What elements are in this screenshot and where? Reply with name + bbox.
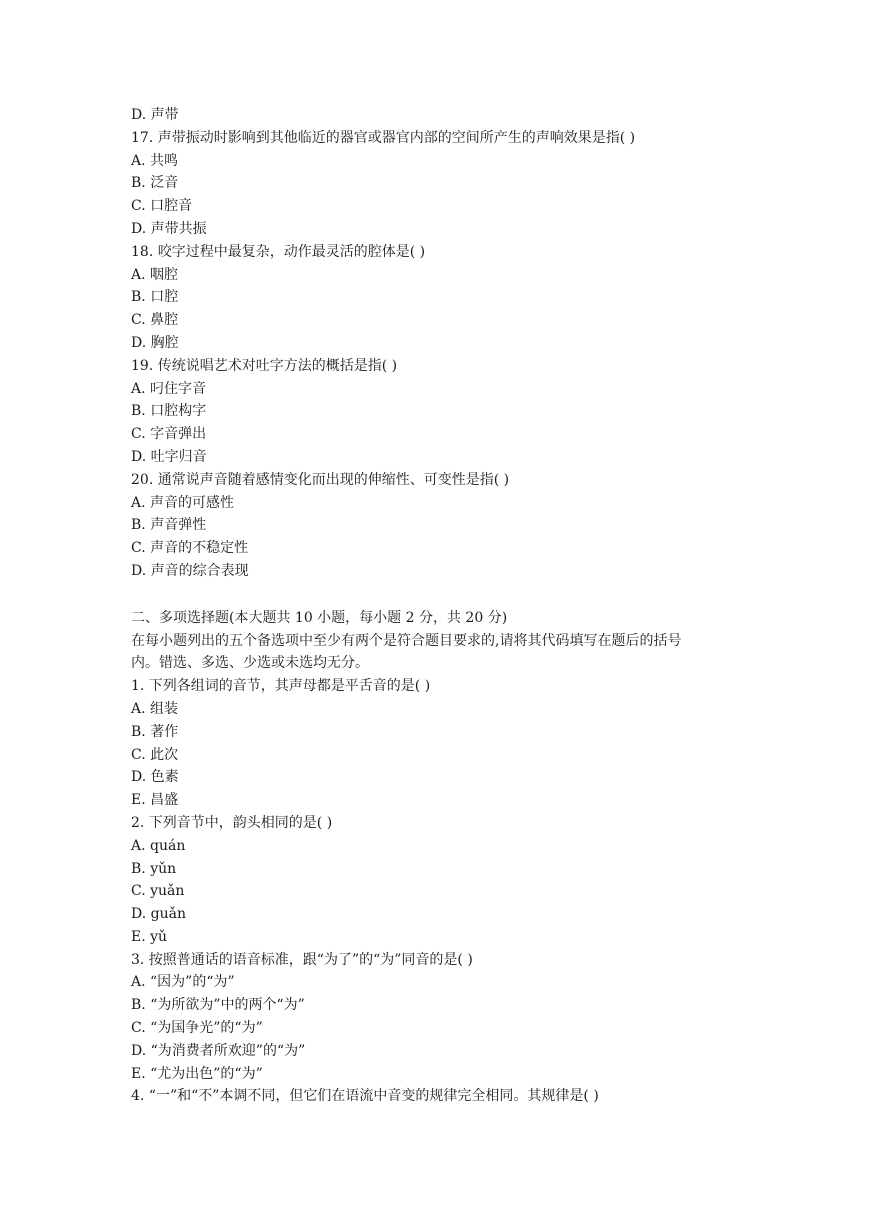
answer-option: E. “尤为出色”的“为” (131, 1065, 263, 1082)
question-stem: 18. 咬字过程中最复杂，动作最灵活的腔体是( ) (131, 243, 426, 260)
answer-option: E. yǔ (131, 928, 168, 945)
section-gap (131, 583, 751, 607)
answer-option: A. 共鸣 (131, 152, 179, 169)
answer-option: C. 字音弹出 (131, 426, 207, 443)
answer-option: B. 口腔 (131, 289, 179, 306)
answer-option: D. 吐字归音 (131, 448, 207, 465)
single-choice-continuation (131, 104, 751, 583)
answer-option: D. 声带共振 (131, 220, 207, 237)
section-instructions-line-1: 在每小题列出的五个备选项中至少有两个是符合题目要求的,请将其代码填写在题后的括号 (131, 632, 682, 649)
answer-option: A. 组装 (131, 700, 179, 717)
answer-option: B. 声音弹性 (131, 517, 207, 534)
question-stem: 2. 下列音节中，韵头相同的是( ) (131, 814, 333, 831)
answer-option: C. yuǎn (131, 883, 185, 900)
answer-option: E. 昌盛 (131, 792, 179, 809)
question-stem: 4. “一”和“不”本调不同，但它们在语流中音变的规律完全相同。其规律是( ) (131, 1088, 599, 1105)
answer-option: C. 鼻腔 (131, 312, 179, 329)
answer-option: A. “因为”的“为” (131, 974, 235, 991)
question-stem: 19. 传统说唱艺术对吐字方法的概括是指( ) (131, 357, 398, 374)
answer-option: D. guǎn (131, 906, 186, 923)
section-instructions-line-2: 内。错选、多选、少选或未选均无分。 (131, 655, 369, 672)
question-stem: 3. 按照普通话的语音标准，跟“为了”的“为”同音的是( ) (131, 951, 473, 968)
answer-option: C. 声音的不稳定性 (131, 540, 249, 557)
question-stem: 17. 声带振动时影响到其他临近的器官或器官内部的空间所产生的声响效果是指( ) (131, 129, 636, 146)
answer-option: A. 声音的可感性 (131, 494, 235, 511)
answer-option: B. yǔn (131, 860, 177, 877)
answer-option: B. 口腔构字 (131, 403, 207, 420)
exam-page (131, 104, 751, 1108)
answer-option: A. 叼住字音 (131, 380, 207, 397)
answer-option: B. 著作 (131, 723, 179, 740)
answer-option: D. 色素 (131, 769, 179, 786)
multiple-choice-questions (131, 675, 751, 1108)
answer-option: D. 声带 (131, 107, 179, 123)
answer-option: C. 此次 (131, 746, 179, 763)
section-heading: 二、多项选择题(本大题共 10 小题，每小题 2 分，共 20 分) (131, 609, 508, 626)
question-stem: 20. 通常说声音随着感情变化而出现的伸缩性、可变性是指( ) (131, 471, 510, 488)
answer-option: B. 泛音 (131, 175, 179, 192)
answer-option: C. 口腔音 (131, 198, 193, 215)
question-stem: 1. 下列各组词的音节，其声母都是平舌音的是( ) (131, 678, 431, 695)
answer-option: B. “为所欲为”中的两个“为” (131, 997, 305, 1014)
answer-option: A. 咽腔 (131, 266, 179, 283)
answer-option: C. “为国争光”的“为” (131, 1020, 263, 1037)
answer-option: D. 声音的综合表现 (131, 562, 249, 579)
answer-option: D. 胸腔 (131, 334, 179, 351)
answer-option: D. “为消费者所欢迎”的“为” (131, 1042, 306, 1059)
answer-option: A. quán (131, 837, 186, 854)
